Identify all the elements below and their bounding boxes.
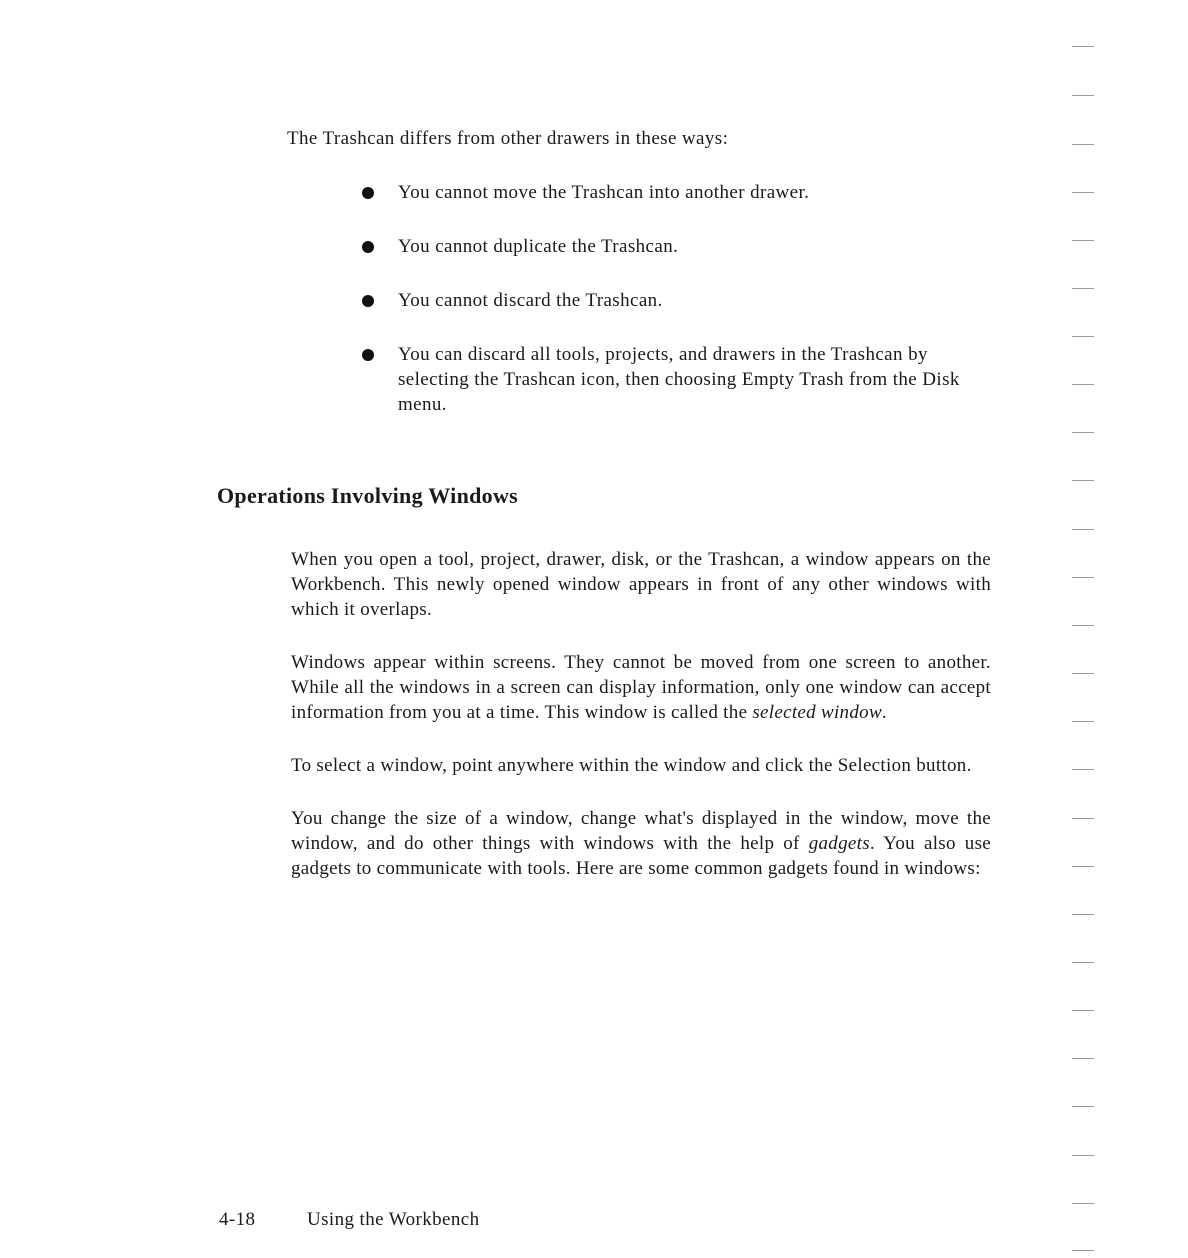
margin-tick	[1072, 288, 1094, 289]
list-item	[360, 288, 1000, 313]
paragraph-screens	[291, 650, 991, 725]
margin-tick	[1072, 1250, 1094, 1251]
bullet-text: You can discard all tools, projects, and drawers in the Trashcan by selecting the Trashcan icon, then choosing Empty Trash from the Disk menu.	[398, 344, 960, 415]
bullet-text: You cannot duplicate the Trashcan.	[398, 236, 679, 257]
section-body	[291, 547, 991, 909]
bullet-icon	[362, 349, 374, 361]
term-selected-window: selected window	[752, 702, 882, 723]
margin-tick	[1072, 818, 1094, 819]
margin-tick	[1072, 866, 1094, 867]
list-item	[360, 180, 1000, 205]
list-item	[360, 234, 1000, 259]
margin-tick	[1072, 1106, 1094, 1107]
bullet-text: You cannot move the Trashcan into another drawer.	[398, 182, 810, 203]
chapter-title: Using the Workbench	[307, 1209, 480, 1230]
page-number: 4-18	[219, 1209, 256, 1230]
paragraph-text: You change the size of a window, change what's displayed in the window, move the window, and do other things with windows with the help of	[291, 808, 991, 854]
margin-tick	[1072, 1155, 1094, 1156]
paragraph-window-open: When you open a tool, project, drawer, disk, or the Trashcan, a window appears on the Workbench. This newly opened window appears in front of any other windows with which it overlaps.	[291, 549, 991, 620]
paragraph-gadgets	[291, 806, 991, 881]
margin-tick	[1072, 46, 1094, 47]
margin-tick	[1072, 480, 1094, 481]
page-footer	[219, 1209, 479, 1231]
bullet-list	[360, 180, 1000, 446]
paragraph-text: .	[881, 702, 887, 723]
paragraph-select-window: To select a window, point anywhere within the window and click the Selection button.	[291, 755, 972, 776]
margin-tick	[1072, 192, 1094, 193]
margin-tick	[1072, 1203, 1094, 1204]
margin-tick	[1072, 769, 1094, 770]
margin-tick	[1072, 577, 1094, 578]
margin-tick	[1072, 625, 1094, 626]
list-item	[360, 342, 1000, 417]
margin-tick	[1072, 914, 1094, 915]
paragraph-text: . You also use gadgets to communicate with tools. Here are some common gadgets found in windows:	[291, 833, 992, 879]
margin-tick	[1072, 240, 1094, 241]
bullet-icon	[362, 241, 374, 253]
margin-tick	[1072, 144, 1094, 145]
paragraph-text: Windows appear within screens. They cannot be moved from one screen to another. While all the windows in a screen can display information, only one window can accept information from you at a time. This window is called the	[291, 652, 991, 723]
intro-text: The Trashcan differs from other drawers in these ways:	[287, 128, 729, 149]
margin-tick	[1072, 384, 1094, 385]
margin-tick	[1072, 529, 1094, 530]
bullet-icon	[362, 295, 374, 307]
margin-tick	[1072, 962, 1094, 963]
section-heading: Operations Involving Windows	[217, 483, 519, 508]
margin-tick	[1072, 336, 1094, 337]
term-gadgets: gadgets	[808, 833, 870, 854]
margin-tick-marks	[1068, 0, 1098, 1258]
bullet-text: You cannot discard the Trashcan.	[398, 290, 663, 311]
margin-tick	[1072, 721, 1094, 722]
margin-tick	[1072, 432, 1094, 433]
margin-tick	[1072, 673, 1094, 674]
bullet-icon	[362, 187, 374, 199]
margin-tick	[1072, 95, 1094, 96]
margin-tick	[1072, 1058, 1094, 1059]
margin-tick	[1072, 1010, 1094, 1011]
